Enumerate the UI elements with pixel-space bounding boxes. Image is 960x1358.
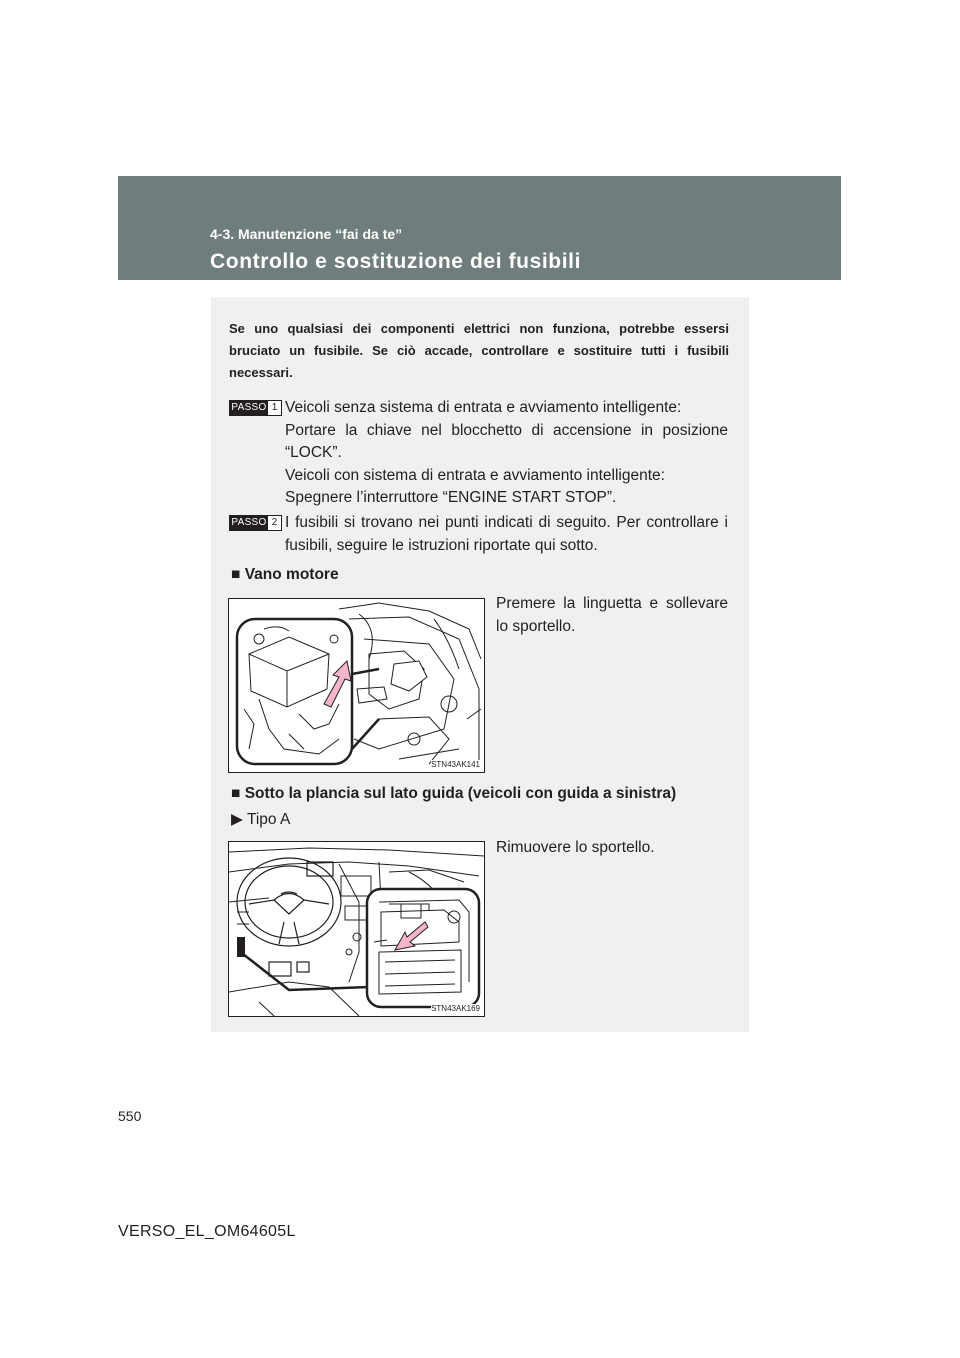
step-1-line: Veicoli con sistema di entrata e avviamento intelligente: <box>285 466 665 484</box>
chapter-header <box>118 176 841 280</box>
engine-bay-illustration <box>228 598 485 773</box>
step-1-line: Portare la chiave nel blocchetto di accensione in posizione “LOCK”. <box>285 421 728 461</box>
square-bullet-icon: ■ <box>231 785 241 802</box>
section-heading-text: Vano motore <box>244 566 339 583</box>
sub-item-type-a <box>231 810 290 829</box>
step-2-text: I fusibili si trovano nei punti indicati di seguito. Per controllare i fusibili, seguire le istruzioni riportate qui sotto. <box>285 514 728 554</box>
figure-code: STN43AK169 <box>431 1004 480 1013</box>
section-heading-text: Sotto la plancia sul lato guida (veicoli con guida a sinistra) <box>244 785 677 802</box>
figure-code: STN43AK141 <box>431 760 480 769</box>
intro-paragraph: Se uno qualsiasi dei componenti elettrici non funziona, potrebbe essersi bruciato un fusibile. Se ciò accade, controllare e sostituire tutti i fusibili necessari. <box>229 321 729 380</box>
engine-bay-instruction: Premere la linguetta e sollevare lo sportello. <box>496 595 728 635</box>
section-label: 4-3. Manutenzione “fai da te” <box>210 226 403 242</box>
section-heading-engine-bay <box>231 566 339 584</box>
step-1-line: Veicoli senza sistema di entrata e avviamento intelligente: <box>285 399 682 416</box>
dashboard-instruction: Rimuovere lo sportello. <box>496 839 655 856</box>
dashboard-illustration <box>228 841 485 1017</box>
page-title: Controllo e sostituzione dei fusibili <box>210 250 582 273</box>
document-code: VERSO_EL_OM64605L <box>118 1223 296 1240</box>
section-heading-dashboard <box>231 785 676 803</box>
square-bullet-icon: ■ <box>231 566 241 583</box>
step-badge-label: PASSO <box>231 517 267 528</box>
step-badge-label: PASSO <box>231 402 267 413</box>
sub-item-text: Tipo A <box>246 811 291 828</box>
step-1-line: Spegnere l’interruttore “ENGINE START STOP”. <box>285 489 617 506</box>
step-badge-number: 2 <box>271 517 278 528</box>
step-1-text <box>285 397 728 510</box>
page-number: 550 <box>118 1108 142 1124</box>
step-1-badge <box>229 400 282 416</box>
step-2-badge <box>229 515 282 531</box>
step-badge-number: 1 <box>271 402 278 413</box>
triangle-bullet-icon: ▶ <box>231 811 243 828</box>
engine-bay-drawing <box>229 599 484 772</box>
dashboard-drawing <box>229 842 484 1016</box>
